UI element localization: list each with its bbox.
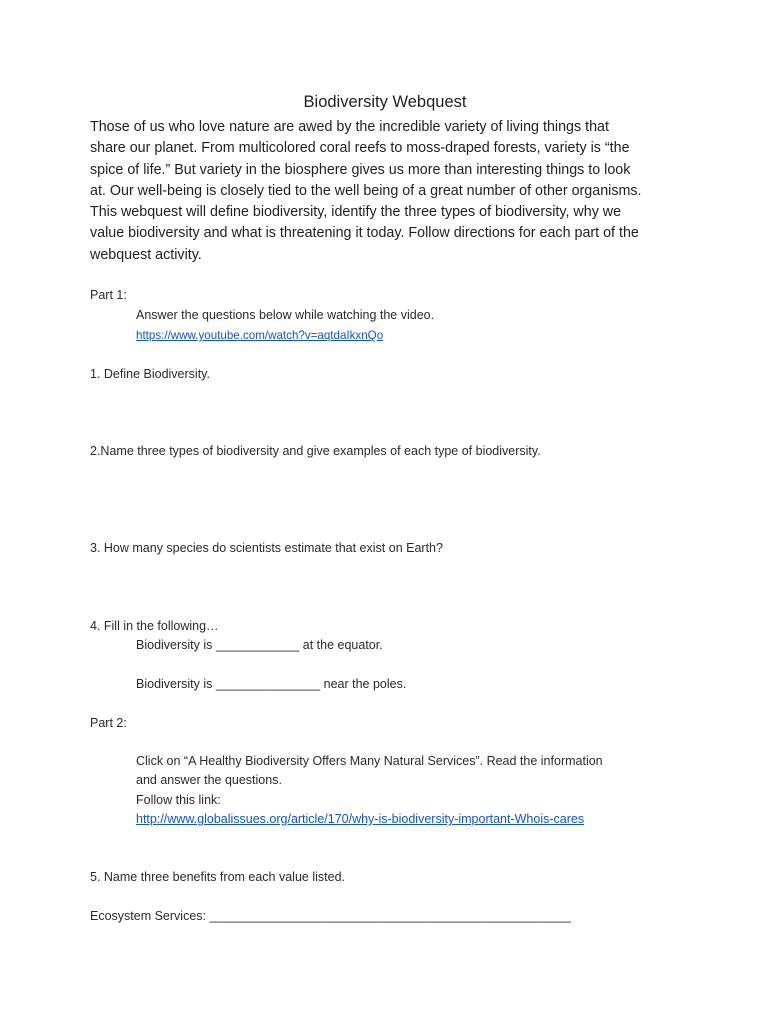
intro-line: at. Our well-being is closely tied to the well being of a great number of other organisms.: [90, 182, 642, 199]
globalissues-link[interactable]: http://www.globalissues.org/article/170/why-is-biodiversity-important-Whois-cares: [136, 812, 585, 826]
question-4: 4. Fill in the following…: [90, 619, 219, 633]
part2-instruction-line2: and answer the questions.: [136, 773, 282, 787]
part2-instruction-line1: Click on “A Healthy Biodiversity Offers Many Natural Services”. Read the information: [136, 754, 603, 768]
intro-paragraph: [90, 117, 690, 266]
part1-heading: Part 1:: [90, 288, 127, 302]
part2-heading: Part 2:: [90, 716, 127, 730]
intro-line: share our planet. From multicolored coral reefs to moss-draped forests, variety is “the: [90, 140, 630, 157]
question-4-line-equator: Biodiversity is ____________ at the equator.: [136, 638, 383, 652]
question-1: 1. Define Biodiversity.: [90, 367, 210, 381]
intro-line: This webquest will define biodiversity, identify the three types of biodiversity, why we: [90, 204, 622, 221]
video-link[interactable]: https://www.youtube.com/watch?v=aqtdaIkxnQo: [136, 329, 384, 342]
follow-link-label: Follow this link:: [136, 793, 221, 807]
question-4-line-poles: Biodiversity is _______________ near the poles.: [136, 677, 407, 691]
document-title: Biodiversity Webquest: [303, 93, 467, 111]
intro-line: spice of life.” But variety in the biosphere gives us more than interesting things to look: [90, 161, 631, 178]
intro-line: value biodiversity and what is threatening it today. Follow directions for each part of the: [90, 225, 639, 242]
intro-line: Those of us who love nature are awed by the incredible variety of living things that: [90, 119, 609, 135]
ecosystem-services-line: Ecosystem Services: ____________________________________________________: [90, 909, 571, 923]
question-3: 3. How many species do scientists estimate that exist on Earth?: [90, 541, 443, 555]
question-2: 2.Name three types of biodiversity and give examples of each type of biodiversity.: [90, 444, 541, 458]
intro-line: webquest activity.: [90, 246, 202, 263]
question-5: 5. Name three benefits from each value listed.: [90, 870, 345, 884]
part1-instruction: Answer the questions below while watching the video.: [136, 308, 435, 322]
